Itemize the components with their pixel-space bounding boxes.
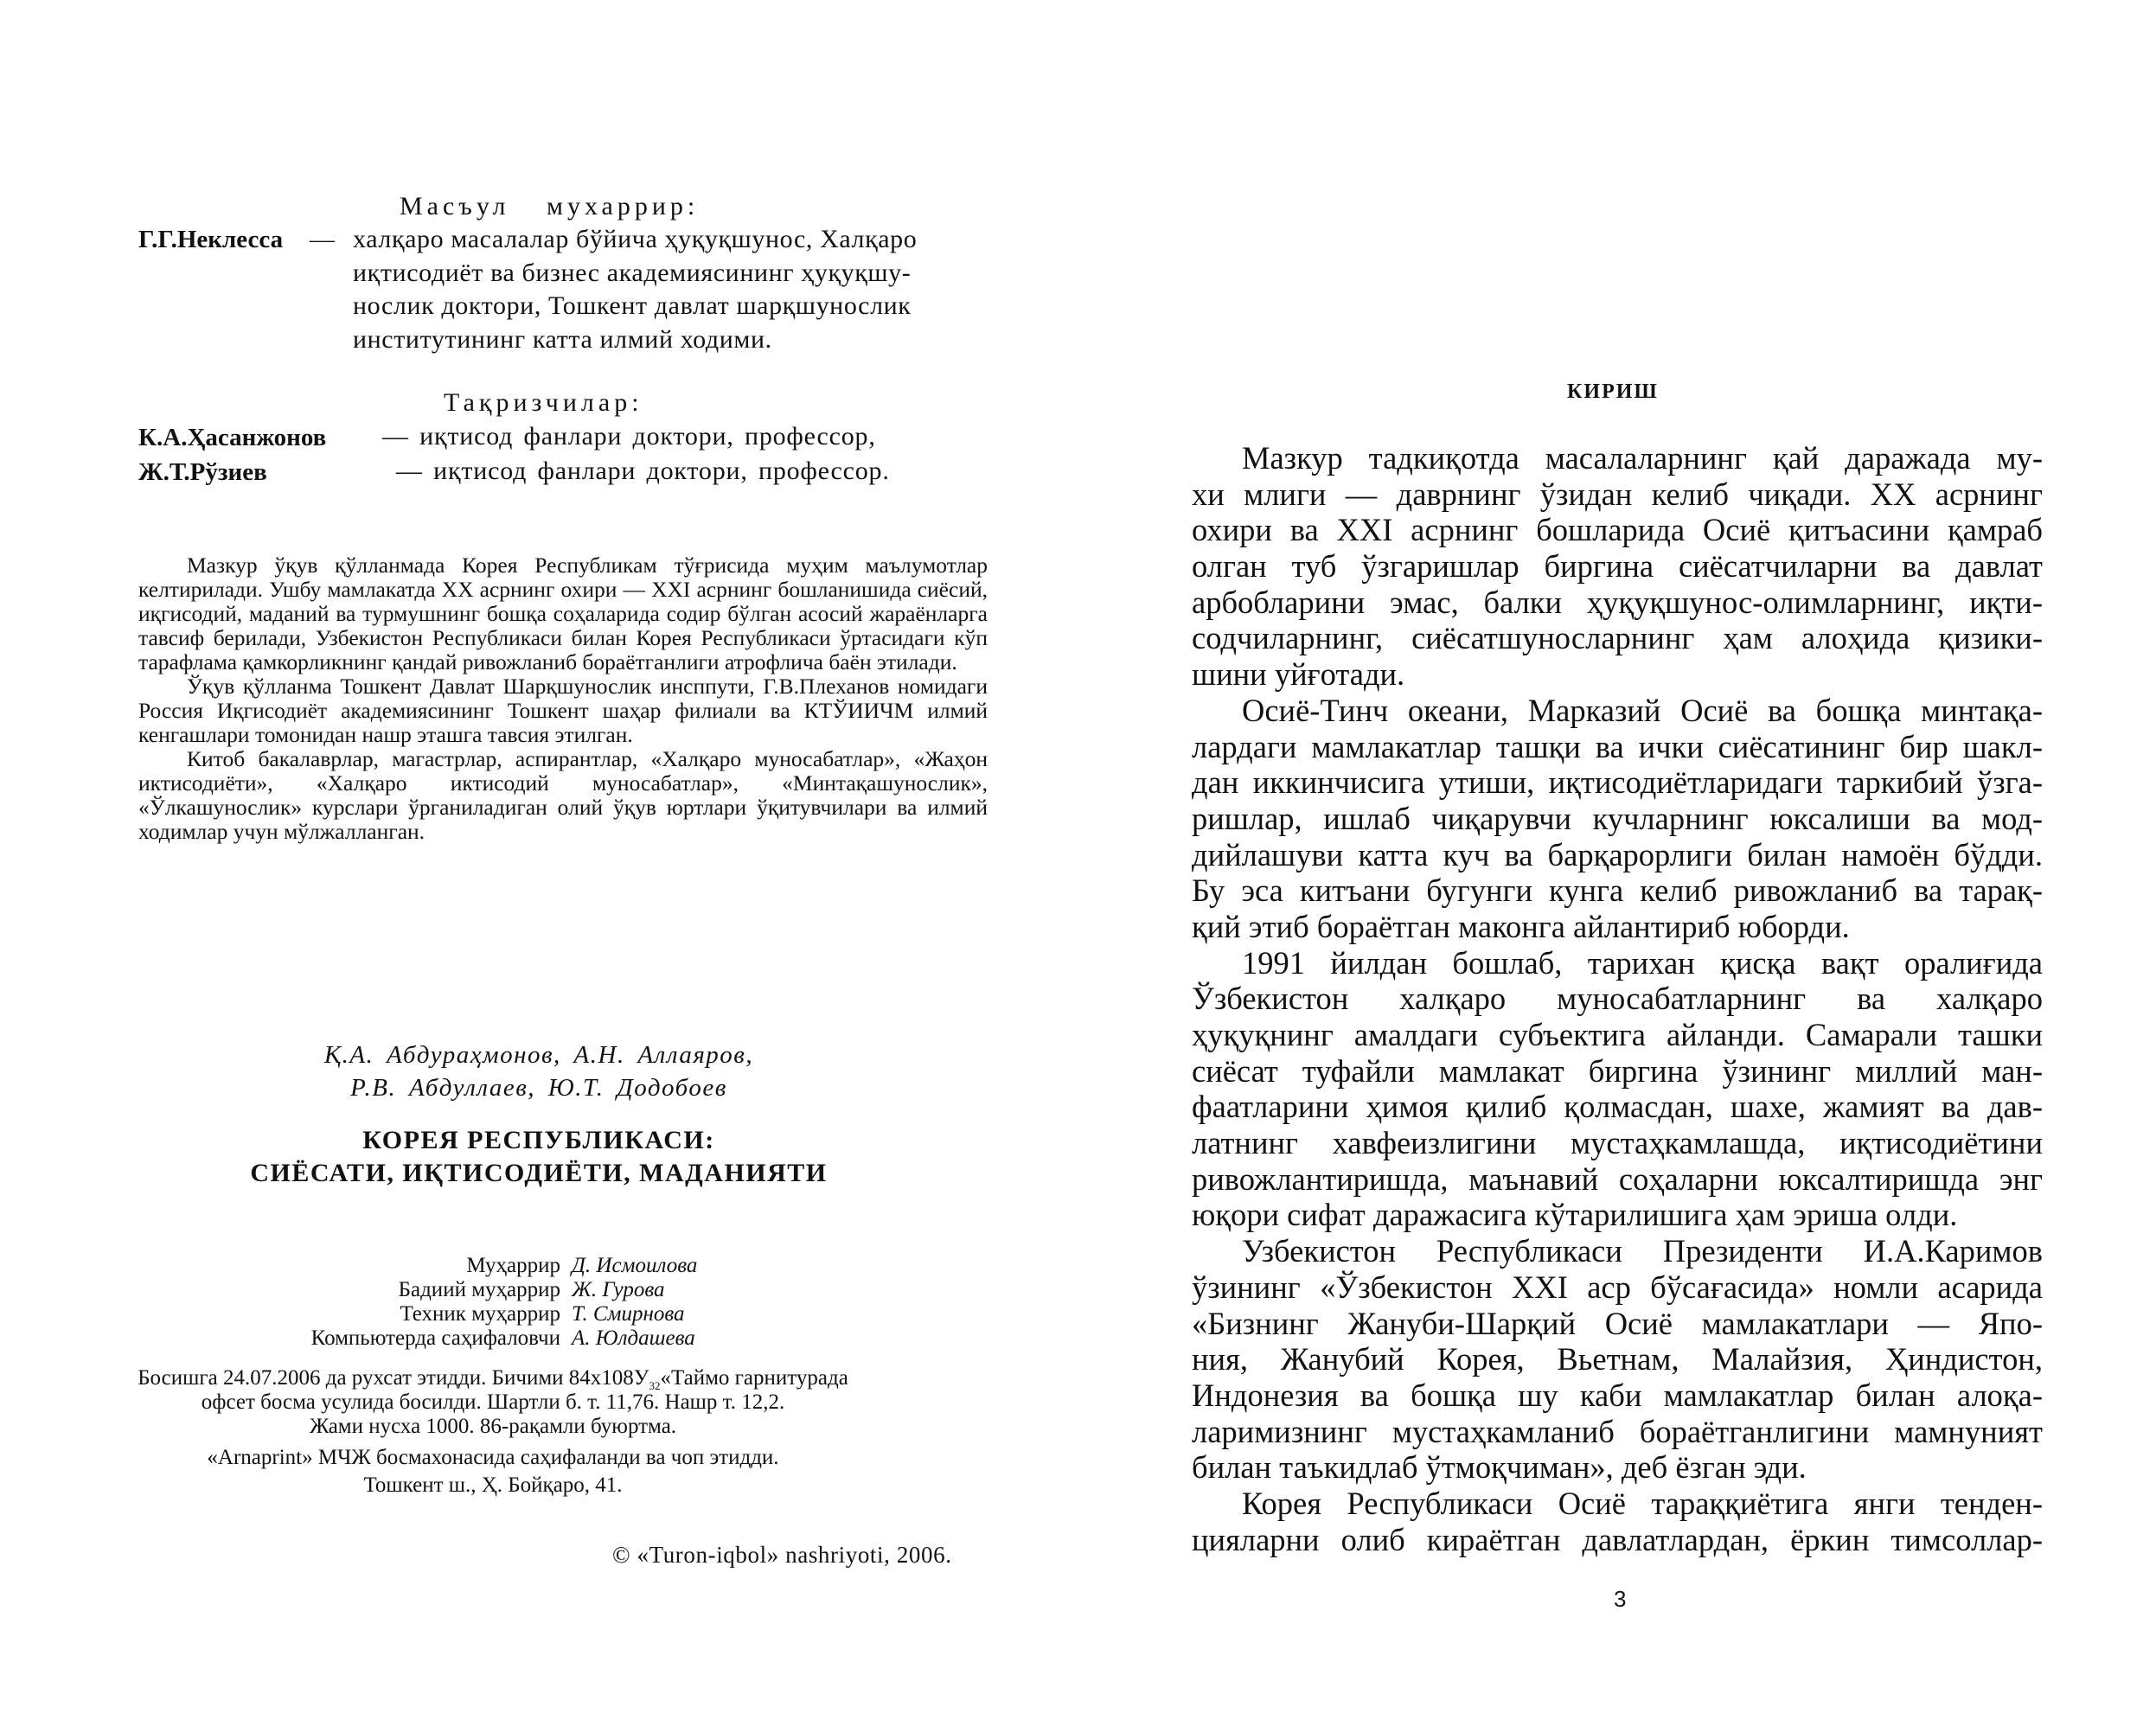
body-text-line: Осиё-Тинч океани, Марказий Осиё ва бошқа минтақа- bbox=[1242, 692, 2043, 728]
imprint-line: Жами нусха 1000. 86-рақамли буюртма. bbox=[309, 1415, 677, 1438]
body-text-line: Мазкур тадкиқотда масалаларнинг қай даражада му- bbox=[1242, 440, 2043, 476]
body-text-line: ҳуқуқнинг амалдаги субъектига айланди. Самарали ташки bbox=[1192, 1017, 2043, 1052]
credit-person: Ж. Гурова bbox=[572, 1278, 665, 1301]
body-text-line: Ўзбекистон халқаро муносабатларнинг ва халқаро bbox=[1192, 981, 2043, 1017]
page-number: 3 bbox=[1614, 1586, 1627, 1612]
body-text-line: арбобларини эмас, балки ҳуқуқшунос-олимларнинг, иқти- bbox=[1192, 584, 2043, 620]
body-text-line: хи млиги — даврнинг ўзидан келиб чиқади. XX асрнинг bbox=[1192, 476, 2043, 512]
copyright-notice: © «Turon-iqbol» nashriyoti, 2006. bbox=[612, 1542, 952, 1568]
body-text-line: содчиларнинг, сиёсатшуносларнинг ҳам алоҳида қизики- bbox=[1192, 620, 2043, 656]
editor-desc-line: нослик доктори, Тошкент давлат шарқшунослик bbox=[353, 291, 912, 320]
body-text-line: олган туб ўзгаришлар биргина сиёсатчиларни ва давлат bbox=[1192, 548, 2043, 585]
credit-person: Т. Смирнова bbox=[572, 1302, 685, 1326]
body-text-line: дан иккинчисига утиши, иқтисодиётларидаги таркибий ўзга- bbox=[1192, 764, 2043, 801]
body-text-line: юқори сифат даражасига кўтарилишига ҳам эриша олди. bbox=[1192, 1197, 1958, 1233]
imprint-line: офсет босма усулида босилди. Шартли б. т. 11,76. Нашр т. 12,2. bbox=[201, 1390, 785, 1414]
body-text-line: шини уйғотади. bbox=[1192, 656, 1405, 693]
responsible-editor-description bbox=[353, 223, 984, 356]
imprint-subscript: 32 bbox=[649, 1379, 661, 1392]
imprint-line bbox=[0, 1366, 986, 1393]
abstract-paragraph: Китоб бакалаврлар, магастрлар, аспирантлар, «Халқаро муносабатлар», «Жаҳон иктисодиёти», «Халқаро иктисодий муносабатлар», «Минтақашунослик», «Ўлкашунослик» курслари ўрганиладиган олий ўқув юртлари ўқитувчилари ва илмий ходимлар учун мўлжалланган. bbox=[138, 746, 988, 844]
imprint-line: «Arnaprint» МЧЖ босмахонасида саҳифаланди ва чоп этидди. bbox=[207, 1446, 779, 1469]
responsible-editor-heading: Масъул мухаррир: bbox=[400, 192, 700, 221]
body-text-line: сиёсат туфайли мамлакат биргина ўзининг миллий ман- bbox=[1192, 1052, 2043, 1089]
body-text-line: охири ва XXI асрнинг бошларида Осиё қитъасини қамраб bbox=[1192, 512, 2043, 548]
body-text-line: Узбекистон Республикаси Президенти И.А.Каримов bbox=[1242, 1233, 2043, 1269]
body-text-line: Индонезия ва бошқа шу каби мамлакатлар билан алоқа- bbox=[1192, 1377, 2043, 1413]
editor-desc-line: институтининг катта илмий ходими. bbox=[353, 324, 772, 354]
authors-line: Қ.А. Абдураҳмонов, А.Н. Аллаяров, bbox=[323, 1041, 754, 1069]
body-text-line: Корея Республикаси Осиё тараққиётига янги тенден- bbox=[1242, 1485, 2043, 1521]
imprint-text: Босишга 24.07.2006 да рухсат этидди. Бичими 84х108У bbox=[138, 1366, 649, 1390]
body-text-line: ларимизнинг мустаҳкамланиб бораётганлигини мамнуният bbox=[1192, 1413, 2043, 1449]
reviewer-description: — иқтисод фанлари доктори, профессор, bbox=[382, 422, 876, 451]
right-page bbox=[1078, 0, 2156, 1713]
reviewer-name: Ж.Т.Рўзиев bbox=[138, 458, 267, 486]
introduction-heading: КИРИШ bbox=[1567, 380, 1659, 403]
credit-role: Техник муҳаррир bbox=[400, 1302, 560, 1326]
reviewer-description: — иқтисод фанлари доктори, профессор. bbox=[396, 457, 890, 485]
body-text-line: лардаги мамлакатлар ташқи ва ички сиёсатининг бир шакл- bbox=[1192, 728, 2043, 764]
body-text-line: ния, Жанубий Корея, Вьетнам, Малайзия, Ҳиндистон, bbox=[1192, 1341, 2043, 1377]
credit-person: Д. Исмоилова bbox=[572, 1254, 698, 1277]
imprint-line: Тошкент ш., Ҳ. Бойқаро, 41. bbox=[363, 1473, 623, 1497]
body-text-line: латнинг хавфеизлигини мустаҳкамлашда, иқтисодиётини bbox=[1192, 1125, 2043, 1161]
credit-person: А. Юлдашева bbox=[572, 1326, 695, 1350]
editor-desc-line: халқаро масалалар бўйича ҳуқуқшунос, Халқаро bbox=[353, 225, 918, 253]
editor-desc-line: иқтисодиёт ва бизнес академиясининг ҳуқуқшу- bbox=[353, 258, 912, 287]
body-text-line: 1991 йилдан бошлаб, тарихан қисқа вақт оралиғида bbox=[1242, 944, 2043, 981]
body-text-line: билан таъкидлаб ўтмоқчиман», деб ёзган эди. bbox=[1192, 1449, 1807, 1486]
body-text-line: цияларни олиб кираётган давлатлардан, ёркин тимсоллар- bbox=[1192, 1521, 2043, 1557]
reviewers-heading: Тақризчилар: bbox=[444, 388, 643, 417]
responsible-editor-dash: — bbox=[310, 226, 335, 253]
body-text-line: ришлар, ишлаб чиқарувчи кучларнинг юксалиши ва мод- bbox=[1192, 800, 2043, 836]
body-text-line: «Бизнинг Жануби-Шарқий Осиё мамлакатлари — Япо- bbox=[1192, 1305, 2043, 1341]
body-text-line: дийлашуви катта куч ва барқарорлиги билан намоён бўдди. bbox=[1192, 836, 2043, 872]
body-text-line: фаатларини ҳимоя қилиб қолмасдан, шахе, жамият ва дав- bbox=[1192, 1089, 2043, 1125]
credit-role: Бадиий муҳаррир bbox=[398, 1278, 560, 1301]
body-text-line: ўзининг «Ўзбекистон XXI аср бўсағасида» номли асарида bbox=[1192, 1269, 2043, 1305]
introduction-text bbox=[1192, 440, 2043, 1557]
credit-role: Компьютерда саҳифаловчи bbox=[310, 1326, 560, 1350]
authors-line: Р.В. Абдуллаев, Ю.Т. Додобоев bbox=[350, 1074, 727, 1102]
book-abstract bbox=[138, 553, 988, 844]
body-text-line: қий этиб бораётган маконга айлантириб юборди. bbox=[1192, 908, 1850, 944]
body-text-line: ривожлантиришда, маънавий соҳаларни юксалтиришда энг bbox=[1192, 1160, 2043, 1197]
abstract-paragraph: Ўқув қўлланма Тошкент Давлат Шарқшунослик инсппути, Г.В.Плеханов номидаги Россия Иқгисодиёт академиясининг Тошкент шаҳар филиали ва КТЎИИЧМ илмий кенгашлари томонидан нашр эташга тавсия этилган. bbox=[138, 674, 988, 747]
body-text-line: Бу эса китъани бугунги кунга келиб ривожланиб ва тарақ- bbox=[1192, 872, 2043, 909]
reviewer-name: К.А.Ҳасанжонов bbox=[138, 424, 327, 451]
responsible-editor-name: Г.Г.Неклесса bbox=[138, 226, 284, 253]
book-title-line: КОРЕЯ РЕСПУБЛИКАСИ: bbox=[362, 1126, 715, 1154]
book-title-line: СИЁСАТИ, ИҚТИСОДИЁТИ, МАДАНИЯТИ bbox=[250, 1159, 828, 1187]
abstract-paragraph: Мазкур ўқув қўлланмада Корея Республикам тўғрисида муҳим маълумотлар келтирилади. Ушбу мамлакатда XX асрнинг охири — XXI асрнинг бошланишида сиёсий, иқгисодий, маданий ва турмушнинг бошқа соҳаларида содир бўлган асосий жараёнларга тавсиф берилади, Узбекистон Республикаси билан Корея Республикаси ўртасидаги кўп тарафлама қамкорликнинг қандай ривожланиб бораётганлиги атрофлича баён этилади. bbox=[138, 553, 988, 674]
imprint-text: «Таймо гарнитурада bbox=[660, 1366, 848, 1390]
credit-role: Муҳаррир bbox=[466, 1254, 560, 1277]
